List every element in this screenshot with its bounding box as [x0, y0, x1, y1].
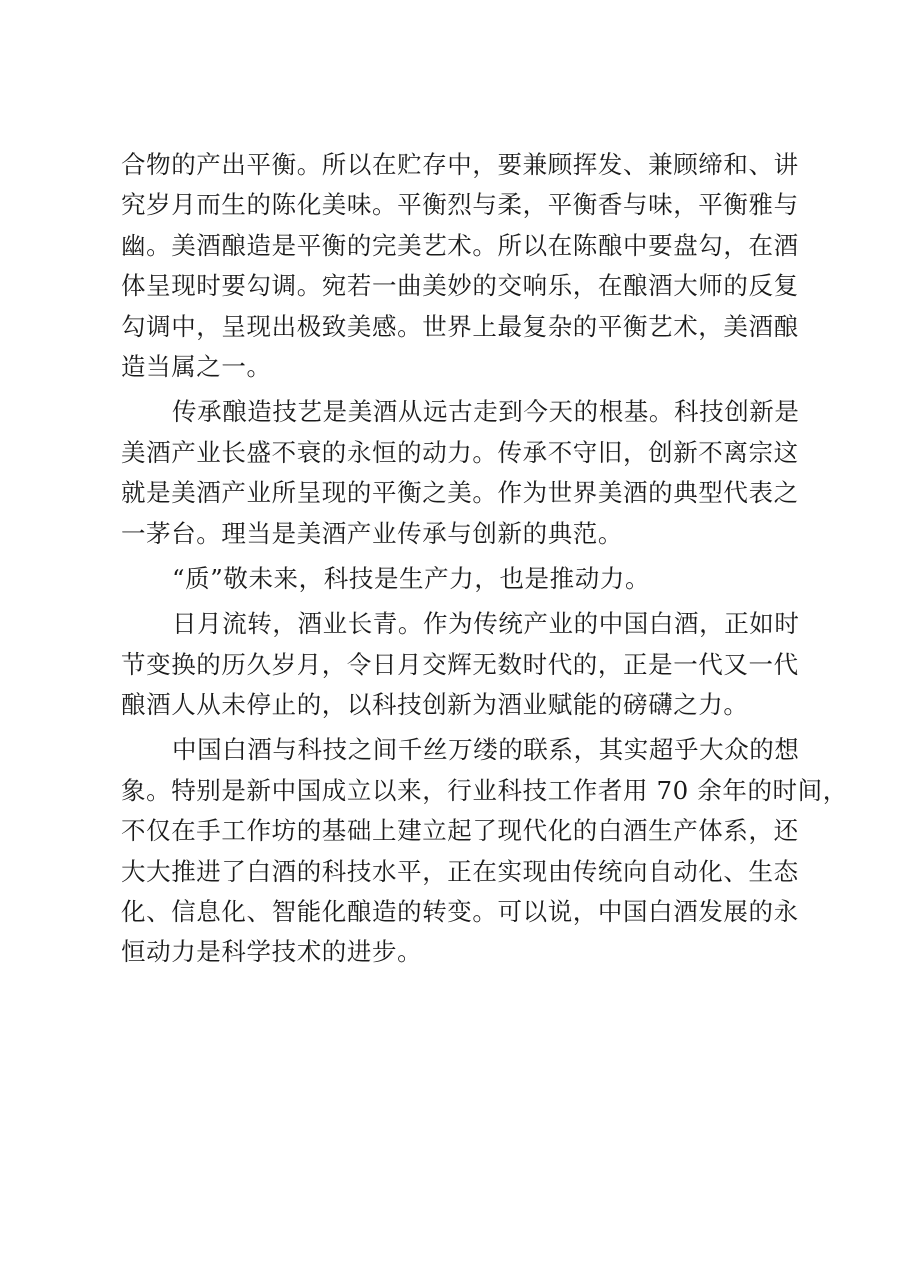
paragraph-line: 体呈现时要勾调。宛若一曲美妙的交响乐，在酿酒大师的反复: [121, 271, 799, 301]
paragraph-line: 恒动力是科学技术的进步。: [121, 937, 423, 967]
paragraph-line: 节变换的历久岁月，令日月交辉无数时代的，正是一代又一代: [121, 649, 799, 679]
paragraph-5: [121, 730, 848, 972]
paragraph-2: [121, 392, 801, 554]
paragraph-line: 不仅在手工作坊的基础上建立起了现代化的白酒生产体系，还: [121, 816, 799, 846]
paragraph-4: [121, 604, 801, 725]
paragraph-line: 一茅台。理当是美酒产业传承与创新的典范。: [121, 518, 623, 548]
paragraph-line: “质”敬未来，科技是生产力，也是推动力。: [172, 563, 651, 593]
paragraph-line: 传承酿造技艺是美酒从远古走到今天的根基。科技创新是: [172, 397, 800, 427]
paragraph-line: 合物的产出平衡。所以在贮存中，要兼顾挥发、兼顾缔和、讲: [121, 150, 799, 179]
paragraph-line: 大大推进了白酒的科技水平，正在实现由传统向自动化、生态: [121, 856, 799, 886]
paragraph-line: 中国白酒与科技之间千丝万缕的联系，其实超乎大众的想: [172, 735, 800, 765]
paragraph-line: 日月流转，酒业长青。作为传统产业的中国白酒，正如时: [172, 609, 800, 639]
paragraph-line: 美酒产业长盛不衰的永恒的动力。传承不守旧，创新不离宗这: [121, 437, 799, 467]
paragraph-1: [121, 145, 801, 387]
paragraph-line: 造当属之一。: [121, 351, 272, 381]
paragraph-line: 化、信息化、智能化酿造的转变。可以说，中国白酒发展的永: [121, 897, 799, 927]
paragraph-line: 就是美酒产业所呈现的平衡之美。作为世界美酒的典型代表之: [121, 478, 799, 508]
paragraph-line: 勾调中，呈现出极致美感。世界上最复杂的平衡艺术，美酒酿: [121, 311, 799, 341]
paragraph-line: 酿酒人从未停止的，以科技创新为酒业赋能的磅礴之力。: [121, 690, 749, 720]
paragraph-line: 象。特别是新中国成立以来，行业科技工作者用 70 余年的时间，: [121, 775, 848, 805]
paragraph-3: [121, 559, 801, 599]
document-body: [121, 145, 848, 973]
paragraph-line: 幽。美酒酿造是平衡的完美艺术。所以在陈酿中要盘勾，在酒: [121, 230, 799, 260]
paragraph-line: 究岁月而生的陈化美味。平衡烈与柔，平衡香与味，平衡雅与: [121, 190, 799, 220]
